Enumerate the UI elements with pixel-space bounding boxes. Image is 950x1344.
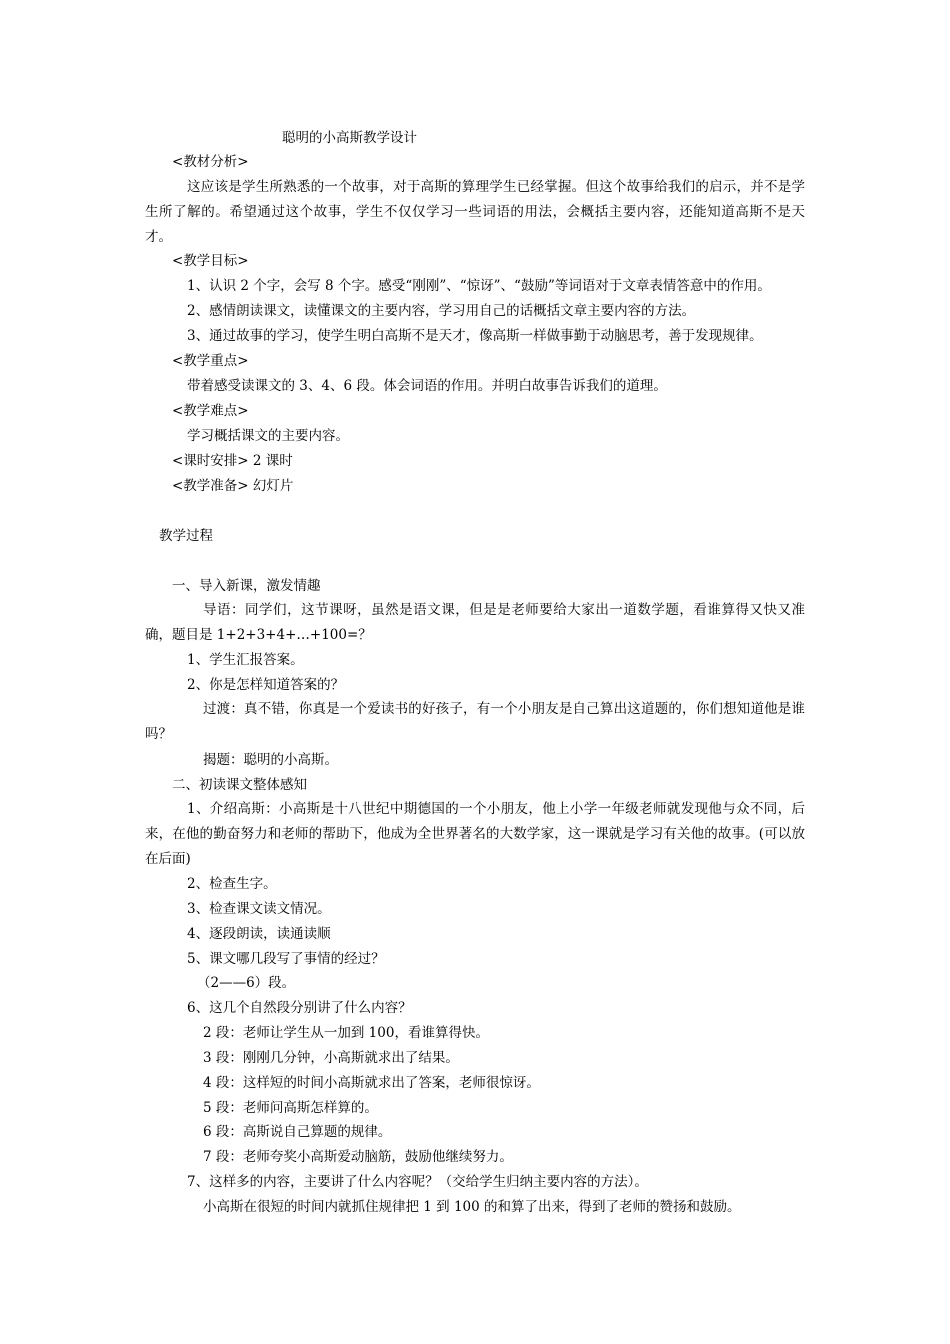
process-heading: 教学过程 [159,528,213,544]
paragraph-summary-item: 3 段：刚刚几分钟，小高斯就求出了结果。 [203,1050,459,1066]
part2-question-7: 7、这样多的内容，主要讲了什么内容呢？（交给学生归纳主要内容的方法）。 [187,1174,648,1190]
section-heading-material: <教材分析> [172,154,249,170]
part1-item: 1、学生汇报答案。 [187,652,304,668]
section-heading-goals: <教学目标> [172,253,249,269]
section-heading-key: <教学重点> [172,353,249,369]
part2-question-6: 6、这几个自然段分别讲了什么内容？ [187,1000,412,1016]
material-paragraph: 这应该是学生所熟悉的一个故事，对于高斯的算理学生已经掌握。但这个故事给我们的启示，并不是学生所了解的。希望通过这个故事，学生不仅仅学习一些词语的用法，会概括主要内容，还能知道高斯不是天才。 [145,179,805,245]
paragraph-summary-item: 6 段：高斯说自己算题的规律。 [203,1124,392,1140]
hours-line: <课时安排> 2 课时 [172,453,293,469]
section-heading-difficulty: <教学难点> [172,403,249,419]
part1-heading: 一、导入新课，激发情趣 [172,578,321,594]
part2-heading: 二、初读课文整体感知 [172,777,307,793]
document-title: 聪明的小高斯教学设计 [282,130,417,146]
paragraph-summary-item: 4 段：这样短的时间小高斯就求出了答案，老师很惊讶。 [203,1075,540,1091]
goal-item: 1、认识 2 个字，会写 8 个字。感受“刚刚”、“惊讶”、“鼓励”等词语对于文章表情答意中的作用。 [187,278,771,294]
difficulty-text: 学习概括课文的主要内容。 [187,428,349,444]
goal-item: 3、通过故事的学习，使学生明白高斯不是天才，像高斯一样做事勤于动脑思考，善于发现规律。 [187,328,763,344]
part1-transition: 过渡：真不错，你真是一个爱读书的好孩子，有一个小朋友是自己算出这道题的，你们想知道他是谁吗？ [145,701,805,742]
part2-item: 5、课文哪几段写了事情的经过？ [187,951,385,967]
goal-item: 2、感情朗读课文，读懂课文的主要内容，学习用自己的话概括文章主要内容的方法。 [187,303,696,319]
part2-item: 3、检查课文读文情况。 [187,901,331,917]
part1-item: 2、你是怎样知道答案的？ [187,677,345,693]
part1-reveal: 揭题：聪明的小高斯。 [203,752,338,768]
part1-intro: 导语：同学们，这节课呀，虽然是语文课，但是是老师要给大家出一道数学题，看谁算得又快又准确，题目是 1+2+3+4+…+100=？ [145,602,805,643]
paragraph-summary-item: 7 段：老师夸奖小高斯爱动脑筋，鼓励他继续努力。 [203,1149,513,1165]
part2-answer: （2——6）段。 [197,975,296,991]
key-text: 带着感受读课文的 3、4、6 段。体会词语的作用。并明白故事告诉我们的道理。 [187,378,667,394]
part2-item: 2、检查生字。 [187,876,277,892]
paragraph-summary-item: 2 段：老师让学生从一加到 100，看谁算得快。 [203,1025,489,1041]
summary-line: 小高斯在很短的时间内就抓住规律把 1 到 100 的和算了出来，得到了老师的赞扬和鼓励。 [203,1199,741,1215]
paragraph-summary-item: 5 段：老师问高斯怎样算的。 [203,1100,378,1116]
prep-line: <教学准备> 幻灯片 [172,478,294,494]
part2-item: 4、逐段朗读，读通读顺 [187,926,331,942]
part2-intro: 1、介绍高斯：小高斯是十八世纪中期德国的一个小朋友，他上小学一年级老师就发现他与众不同，后来，在他的勤奋努力和老师的帮助下，他成为全世界著名的大数学家，这一课就是学习有关他的故事。(可以放在后面) [145,801,805,867]
